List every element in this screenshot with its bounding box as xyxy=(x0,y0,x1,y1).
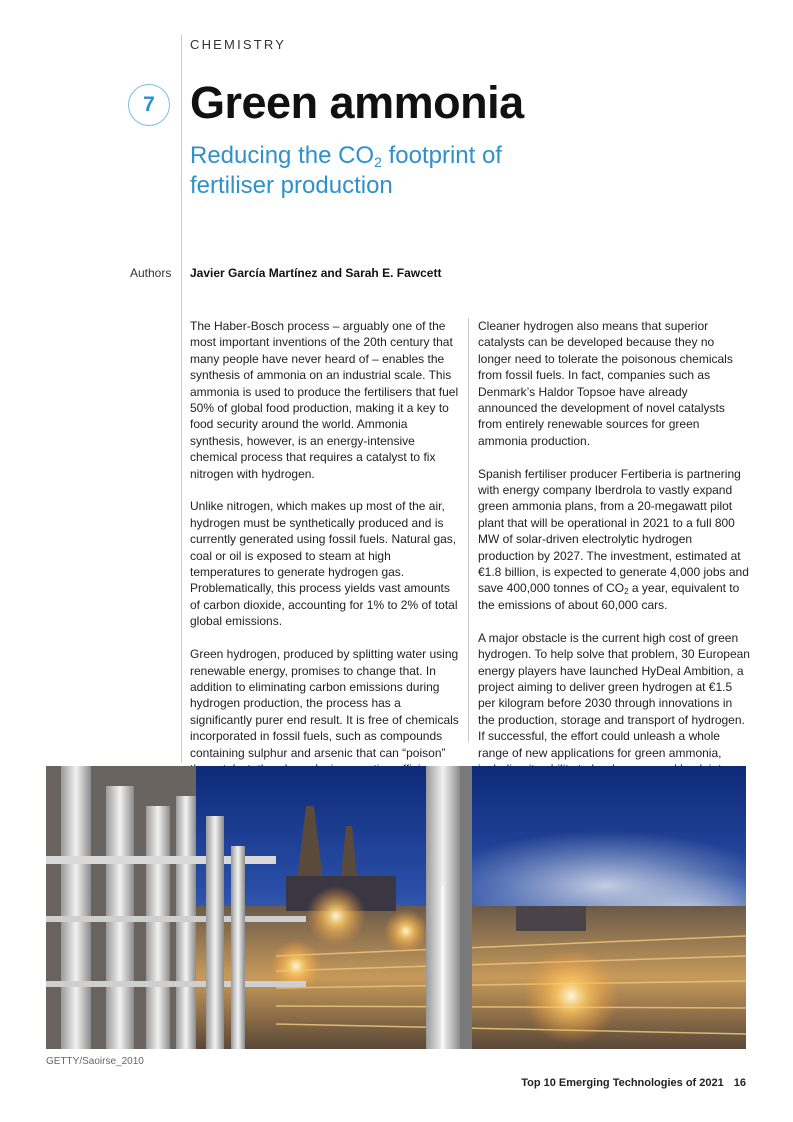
body-paragraph: Cleaner hydrogen also means that superior catalysts can be developed because they no longer need to tolerate the poisonous chemicals from fossil fuels. In fact, companies such as Denmark’s Haldor Topsoe have already announced the development of novel catalysts from entirely renewable sources for green ammonia production. xyxy=(478,319,733,448)
author-names: Javier García Martínez and Sarah E. Fawcett xyxy=(190,266,442,280)
photo-credit: GETTY/Saoirse_2010 xyxy=(46,1056,144,1067)
article-number-badge: 7 xyxy=(128,84,170,126)
subtitle-line-2: fertiliser production xyxy=(190,172,393,199)
category-label: CHEMISTRY xyxy=(190,37,287,52)
body-paragraph xyxy=(478,466,750,614)
body-paragraph: The Haber-Bosch process – arguably one of the most important inventions of the 20th century that many people have never heard of – enables the synthesis of ammonia on an industrial scale. This ammonia is used to produce the fertilisers that fuel 50% of global food production, making it a key to food security around the world. Ammonia synthesis, however, is an energy-intensive chemical process that requires a catalyst to fix nitrogen with hydrogen. xyxy=(190,319,459,481)
body-paragraph: A major obstacle is the current high cost of green hydrogen. To help solve that problem, 30 European energy players have launched HyDeal Ambition, a project aiming to deliver green hydrogen at €1.5 per kilogram before 2030 through innovations in the production, storage and transport of hydrogen. If successful, the effort could unleash a whole range of new applications for green ammonia, xyxy=(478,630,750,760)
authors-label: Authors xyxy=(130,266,172,280)
page-subtitle xyxy=(190,141,502,201)
page-number: 16 xyxy=(733,1077,746,1089)
subtitle-text-continued: footprint of xyxy=(381,142,502,169)
page-title: Green ammonia xyxy=(190,77,524,128)
industrial-plant-photo xyxy=(46,766,746,1049)
co2-subscript: 2 xyxy=(624,587,629,597)
subtitle-text: Reducing the CO xyxy=(190,142,375,169)
body-paragraph: Unlike nitrogen, which makes up most of the air, hydrogen must be synthetically produced and is currently generated using fossil fuels. Natural gas, coal or oil is exposed to steam at high temperatures to generate hydrogen gas. Problematically, this process yields vast amounts of carbon dioxide, accounting for 1% to 2% of total global emissions. xyxy=(190,499,458,629)
paragraph-text: Spanish fertiliser producer Fertiberia is partnering with energy company Iberdrola to vastly expand green ammonia plans, from a 20-megawatt pilot plant that will be operational in 2021 to a full 800 MW of solar-driven electrolytic hydrogen production by 2027. The investment, estimated at €1.8 billion, is expected to generate 4,000 jobs and save 400,000 tonnes of CO xyxy=(478,466,749,596)
body-paragraph: Green hydrogen, produced by splitting water using renewable energy, promises to change that. In addition to eliminating carbon emissions during hydrogen production, the process has a significantly purer end result. It is free of chemicals incorporated in fossil fuels, such as compounds containing sulphur and arsenic that can “poison” xyxy=(190,647,459,760)
body-column-right xyxy=(478,318,750,827)
body-column-left xyxy=(190,318,462,794)
page-footer xyxy=(521,1077,746,1089)
subtitle-subscript: 2 xyxy=(374,154,382,170)
paragraph-text-continued: a year, equivalent to the emissions of about 60,000 cars. xyxy=(478,581,740,612)
header-divider-line xyxy=(181,35,182,763)
column-divider xyxy=(468,318,469,742)
publication-name: Top 10 Emerging Technologies of 2021 xyxy=(521,1077,724,1089)
